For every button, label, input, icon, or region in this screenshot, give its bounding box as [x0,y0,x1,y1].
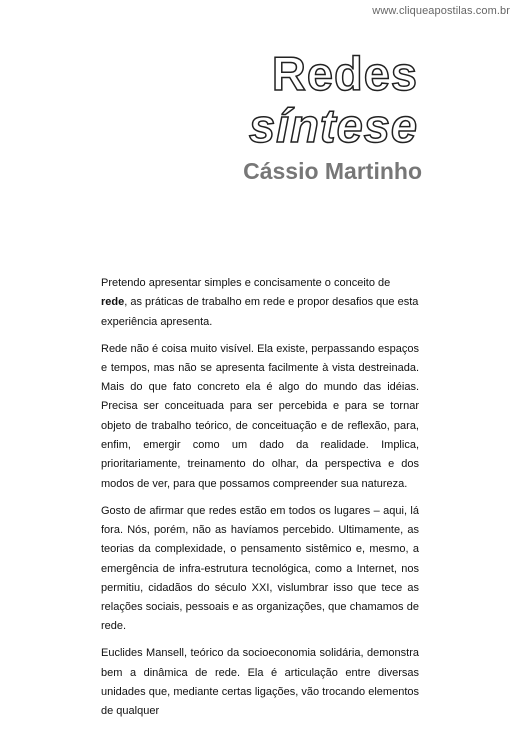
title-block [249,48,418,152]
title-line-2: síntese [249,99,418,152]
paragraph-1 [101,274,419,332]
author-name: Cássio Martinho [243,158,422,184]
paragraph-1-text-end: , as práticas de trabalho em rede e propor desafios que esta experiência apresenta. [101,296,419,328]
body-text [101,274,419,729]
paragraph-3: Gosto de afirmar que redes estão em todos os lugares – aqui, lá fora. Nós, porém, não as havíamos percebido. Ultimamente, as teorias da complexidade, o pensamento sistêmico e, mesmo, a emergência de infra-estrutura tecnológica, como a Internet, nos permitiu, cidadãos do século XXI, vislumbrar isso que tece as relações sociais, pessoais e as organizações, que chamamos de rede. [101,504,419,633]
site-url[interactable]: www.cliqueapostilas.com.br [372,5,510,17]
title-line-1: Redes [271,47,418,100]
paragraph-2: Rede não é coisa muito visível. Ela existe, perpassando espaços e tempos, mas não se apresenta facilmente à vista destreinada. Mais do que fato concreto ela é algo do mundo das idéias. Precisa ser conceituada para ser percebida e para se tornar objeto de trabalho teórico, de conceituação e de reflexão, para, enfim, emergir como um dado da realidade. Implica, prioritariamente, treinamento do olhar, da perspectiva e dos modos de ver, para que possamos compreender sua natureza. [101,342,419,490]
paragraph-4: Euclides Mansell, teórico da socioeconomia solidária, demonstra bem a dinâmica de rede. Ela é articulação entre diversas unidades que, mediante certas ligações, vão trocando elementos de qualquer [101,647,419,718]
paragraph-1-bold-term: rede [101,296,125,309]
paragraph-1-text-start: Pretendo apresentar simples e concisamente o conceito de [101,277,391,289]
